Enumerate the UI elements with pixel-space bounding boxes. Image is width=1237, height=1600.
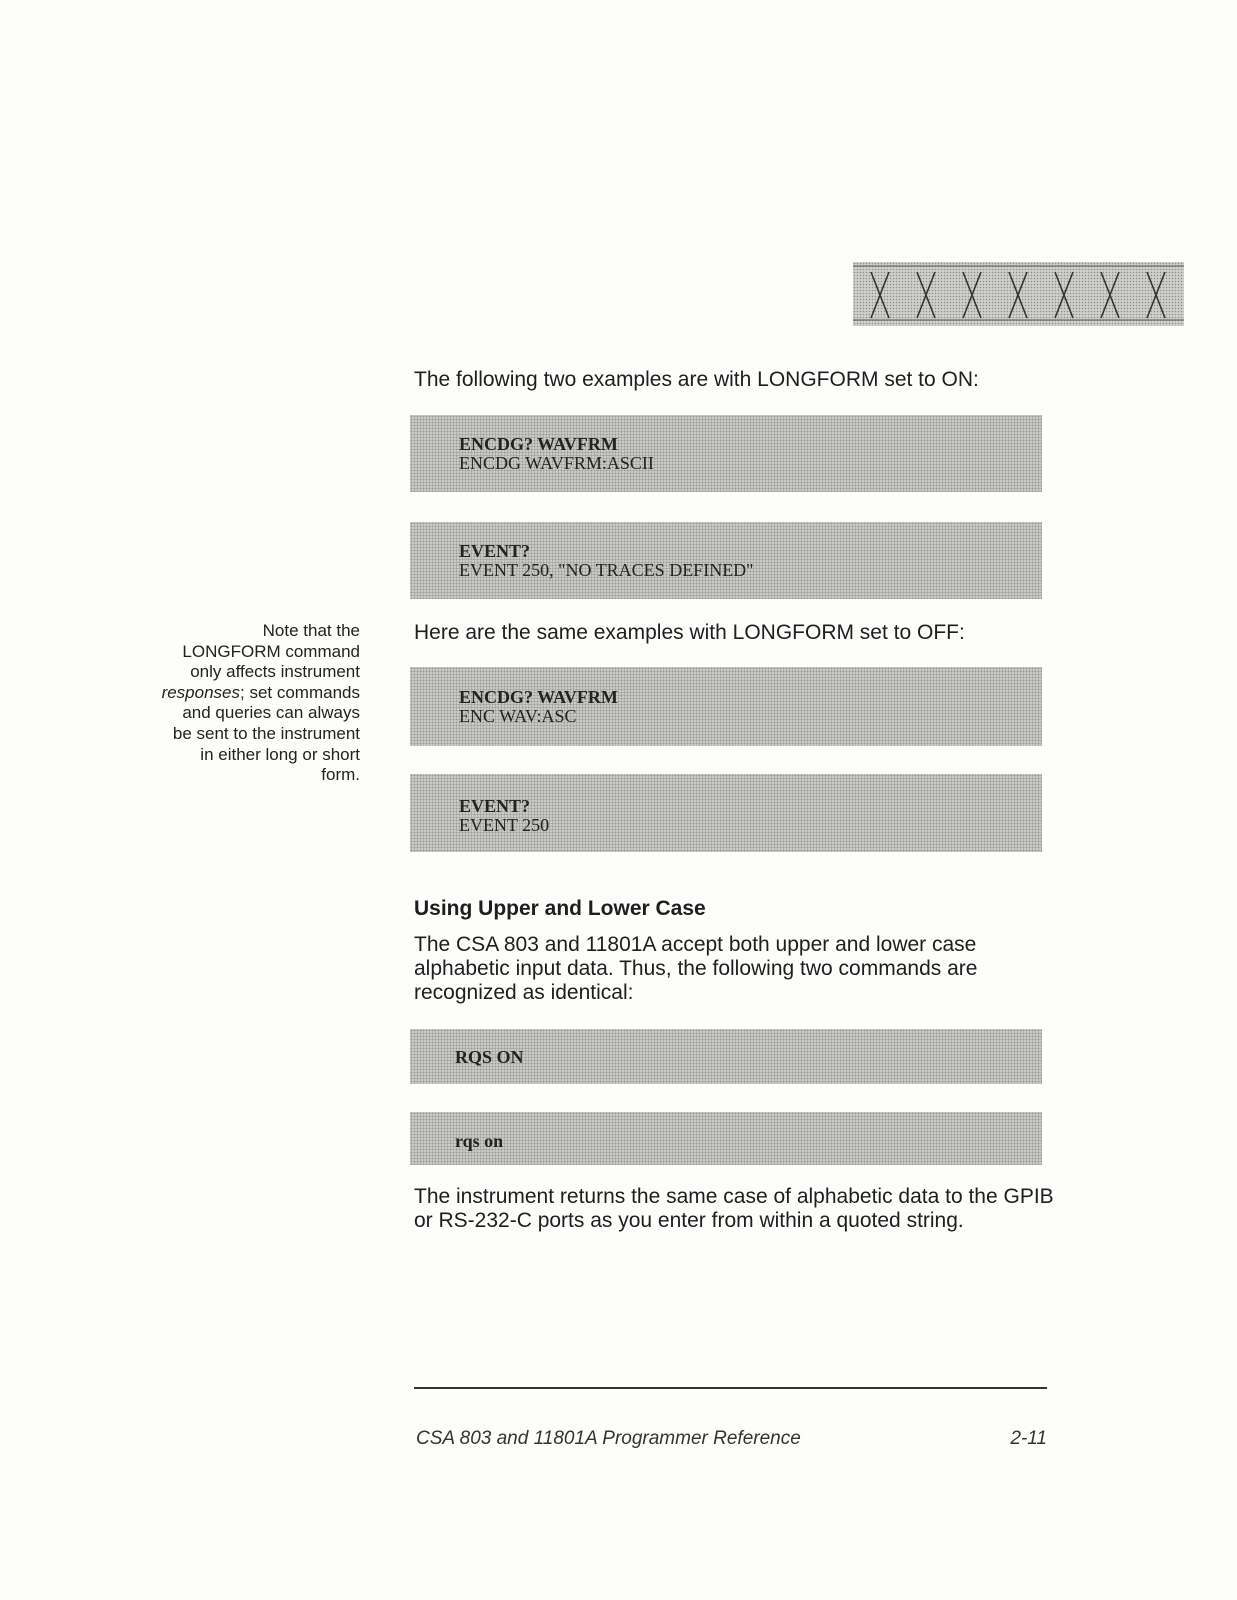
code-example-on-1 xyxy=(410,415,1042,492)
code-command: RQS ON xyxy=(455,1047,524,1067)
code-example-off-2 xyxy=(410,774,1042,852)
code-query: EVENT? xyxy=(459,541,531,561)
case-paragraph: The CSA 803 and 11801A accept both upper and lower case alphabetic input data. Thus, the following two commands are recognized as identical: xyxy=(414,933,978,1004)
footer-title: CSA 803 and 11801A Programmer Reference xyxy=(416,1428,801,1449)
margin-note-text: Note that the LONGFORM command only affects instrument xyxy=(182,621,360,682)
margin-note-emphasis: responses xyxy=(161,682,240,702)
code-response: ENC WAV:ASC xyxy=(459,706,577,726)
code-response: EVENT 250, "NO TRACES DEFINED" xyxy=(459,560,754,580)
code-response: EVENT 250 xyxy=(459,815,550,835)
code-query: ENCDG? WAVFRM xyxy=(459,434,618,454)
code-case-lower xyxy=(410,1112,1042,1165)
section-heading: Using Upper and Lower Case xyxy=(414,897,706,920)
code-command: rqs on xyxy=(455,1131,504,1151)
cross-pattern-tab-icon xyxy=(853,262,1184,326)
intro-longform-on: The following two examples are with LONGFORM set to ON: xyxy=(414,368,979,391)
intro-longform-off: Here are the same examples with LONGFORM set to OFF: xyxy=(414,621,965,644)
footer-rule xyxy=(414,1387,1047,1389)
code-query: ENCDG? WAVFRM xyxy=(459,687,618,707)
code-example-on-2 xyxy=(410,522,1042,599)
code-response: ENCDG WAVFRM:ASCII xyxy=(459,453,654,473)
code-case-upper xyxy=(410,1029,1042,1084)
return-paragraph: The instrument returns the same case of alphabetic data to the GPIB or RS-232-C ports as you enter from within a quoted string. xyxy=(414,1185,1054,1232)
code-example-off-1 xyxy=(410,667,1042,746)
code-query: EVENT? xyxy=(459,796,531,816)
margin-note xyxy=(160,621,360,786)
page-number: 2-11 xyxy=(1010,1428,1047,1449)
margin-note-text-end: ; set commands and queries can always be sent to the instrument in either long or short form. xyxy=(172,682,360,785)
